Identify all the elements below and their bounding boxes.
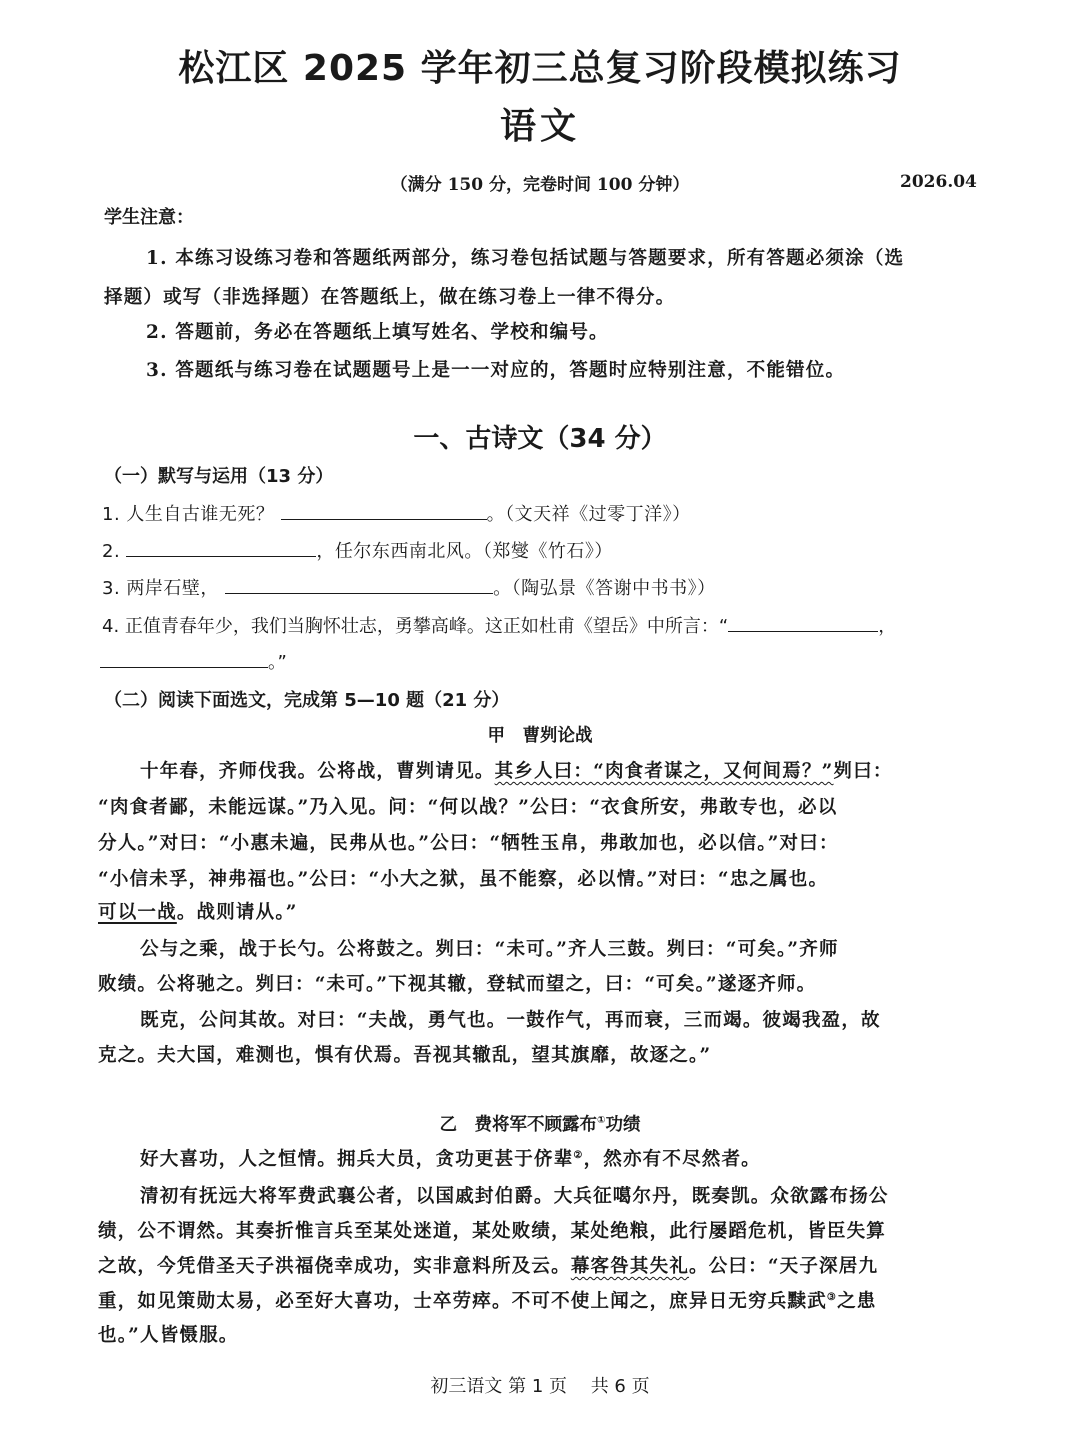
wavy-underlined-text: 其乡人曰：“肉食者谋之，又何间焉？” — [494, 761, 834, 782]
answer-blank[interactable] — [126, 538, 316, 557]
passage-b-line: 绩，公不谓然。其奏折惟言兵至某处迷道，某处败绩，某处绝粮，此行屡蹈危机，皆臣失算 — [98, 1221, 887, 1242]
exam-title: 松江区 2025 学年初三总复习阶段模拟练习 — [178, 48, 902, 89]
text: 功绩 — [605, 1115, 641, 1135]
question-number: 3. — [102, 578, 121, 599]
passage-a-title: 甲 曹刿论战 — [487, 726, 593, 746]
part2-title: （二）阅读下面选文，完成第 5—10 题（21 分） — [104, 690, 510, 711]
part1-title: （一）默写与运用（13 分） — [104, 466, 334, 487]
passage-a-line — [140, 757, 893, 783]
question-number: 4. — [102, 616, 120, 637]
underlined-text: 可以一战 — [98, 902, 177, 923]
text: 之患 — [837, 1291, 877, 1312]
section-title: 一、古诗文（34 分） — [413, 424, 667, 454]
question-number: 1. — [102, 504, 121, 525]
passage-b-line: 清初有抚远大将军费武襄公者，以国戚封伯爵。大兵征噶尔丹，既奏凯。众欲露布扬公 — [140, 1186, 889, 1207]
notice-title: 学生注意： — [104, 207, 194, 228]
notice-line-4: 3. 答题纸与练习卷在试题题号上是一一对应的，答题时应特别注意，不能错位。 — [146, 360, 846, 381]
passage-a-line: “肉食者鄙，未能远谋。”乃入见。问：“何以战？”公曰：“衣食所安，弗敢专也，必以 — [98, 797, 838, 818]
passage-b-line — [98, 1252, 878, 1278]
passage-a-line — [98, 898, 298, 924]
text: 十年春，齐师伐我。公将战，曹刿请见。 — [140, 761, 495, 782]
text: 刿曰： — [833, 761, 893, 782]
answer-blank[interactable] — [225, 575, 493, 594]
answer-blank[interactable] — [100, 649, 268, 668]
question-punct: 。” — [268, 652, 288, 673]
text: 。战则请从。” — [176, 902, 298, 923]
question-2 — [102, 537, 613, 563]
footnote-marker: ③ — [826, 1291, 838, 1303]
question-source: ，任尔东西南北风。（郑燮《竹石》） — [316, 541, 613, 562]
passage-a-line: 公与之乘，战于长勺。公将鼓之。刿曰：“未可。”齐人三鼓。刿曰：“可矣。”齐师 — [140, 939, 839, 960]
text: ，然亦有不尽然者。 — [583, 1149, 761, 1170]
passage-b-title — [0, 1111, 1080, 1136]
passage-a-line: 克之。夫大国，难测也，惧有伏焉。吾视其辙乱，望其旗靡，故逐之。” — [98, 1045, 712, 1066]
notice-line-3: 2. 答题前，务必在答题纸上填写姓名、学校和编号。 — [146, 322, 609, 343]
page-footer: 初三语文 第 1 页 共 6 页 — [430, 1376, 650, 1397]
question-punct: ， — [878, 616, 897, 637]
question-text: 人生自古谁无死？ — [126, 504, 275, 525]
notice-line-2: 择题）或写（非选择题）在答题纸上，做在练习卷上一律不得分。 — [104, 287, 676, 308]
passage-b-line — [98, 1287, 876, 1313]
footnote-marker: ① — [597, 1115, 606, 1127]
exam-date: 2026.04 — [900, 172, 977, 192]
passage-a-line: 败绩。公将驰之。刿曰：“未可。”下视其辙，登轼而望之，曰：“可矣。”遂逐齐师。 — [98, 974, 817, 995]
question-source: 。（陶弘景《答谢中书书》） — [493, 578, 716, 599]
answer-blank[interactable] — [728, 613, 878, 632]
subject-title: 语文 — [499, 106, 580, 147]
question-3 — [102, 574, 716, 600]
text: 。公曰：“天子深居九 — [689, 1256, 879, 1277]
notice-line-1: 1. 本练习设练习卷和答题纸两部分，练习卷包括试题与答题要求，所有答题必须涂（选 — [146, 248, 905, 269]
question-source: 。（文天祥《过零丁洋》） — [486, 504, 691, 525]
question-number: 2. — [102, 541, 121, 562]
text: 乙 费将军不顾露布 — [439, 1115, 598, 1135]
passage-b-line — [140, 1145, 761, 1171]
answer-blank[interactable] — [281, 501, 487, 520]
passage-b-line: 也。”人皆慑服。 — [98, 1325, 239, 1346]
question-4 — [102, 612, 896, 638]
question-text: 正值青春年少，我们当胸怀壮志，勇攀高峰。这正如杜甫《望岳》中所言：“ — [124, 616, 729, 637]
passage-a-line: 既克，公问其故。对曰：“夫战，勇气也。一鼓作气，再而衰，三而竭。彼竭我盈，故 — [140, 1010, 881, 1031]
exam-meta: （满分 150 分，完卷时间 100 分钟） — [390, 175, 690, 195]
text: 之故，今凭借圣天子洪福侥幸成功，实非意料所及云。 — [98, 1256, 571, 1277]
question-1 — [102, 500, 691, 526]
text: 好大喜功，人之恒情。拥兵大员，贪功更甚于侪辈 — [140, 1149, 574, 1170]
wavy-underlined-text: 幕客咎其失礼 — [570, 1256, 690, 1277]
passage-a-line: 分人。”对曰：“小惠未遍，民弗从也。”公曰：“牺牲玉帛，弗敢加也，必以信。”对曰： — [98, 833, 839, 854]
text: 重，如见策勋太易，必至好大喜功，士卒劳瘁。不可不使上闻之，庶异日无穷兵黩武 — [98, 1291, 827, 1312]
passage-a-line: “小信未孚，神弗福也。”公曰：“小大之狱，虽不能察，必以情。”对曰：“忠之属也。 — [98, 869, 829, 890]
question-text: 两岸石壁， — [126, 578, 219, 599]
question-4-line2 — [100, 648, 287, 674]
footnote-marker: ② — [573, 1149, 584, 1161]
